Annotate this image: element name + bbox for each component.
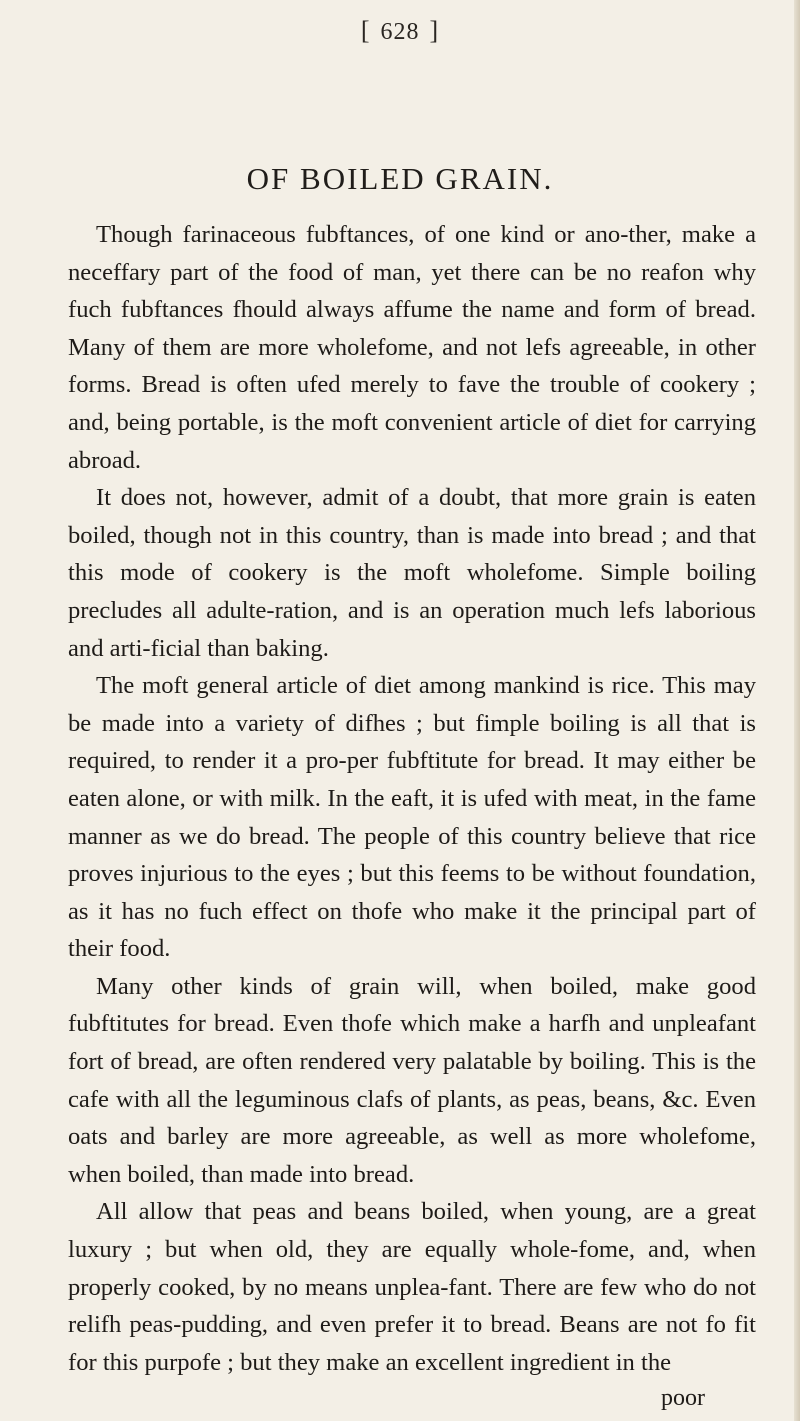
right-bracket: ] (429, 16, 440, 45)
catchword: poor (661, 1385, 705, 1411)
page-number-header (0, 16, 800, 46)
body-text (68, 216, 756, 1381)
paragraph: It does not, however, admit of a doubt, that more grain is eaten boiled, though not in this country, than is made into bread ; and that this mode of cookery is the moft wholefome. Simple boiling precludes all adulte-ration, and is an operation much lefs laborious and arti-ficial than baking. (68, 484, 756, 662)
paragraph: All allow that peas and beans boiled, when young, are a great luxury ; but when old, they are equally whole-fome, and, when properly cooked, by no means unplea-fant. There are few who do not relifh peas-pudding, and even prefer it to bread. Beans are not fo fit for this purpofe ; but they make an excellent ingredient in the (68, 1198, 756, 1376)
left-bracket: [ (360, 16, 371, 45)
paragraph: Though farinaceous fubftances, of one kind or ano-ther, make a neceffary part of the food of man, yet there can be no reafon why fuch fubftances fhould always affume the name and form of bread. Many of them are more wholefome, and not lefs agreeable, in other forms. Bread is often ufed merely to fave the trouble of cookery ; and, being portable, is the moft convenient article of diet for carrying abroad. (68, 221, 756, 474)
paragraph: The moft general article of diet among mankind is rice. This may be made into a variety of difhes ; but fimple boiling is all that is required, to render it a pro-per fubftitute for bread. It may either be eaten alone, or with milk. In the eaft, it is ufed with meat, in the fame manner as we do bread. The people of this country believe that rice proves injurious to the eyes ; but this feems to be without foundation, as it has no fuch effect on thofe who make it the principal part of their food. (68, 672, 756, 963)
paragraph: Many other kinds of grain will, when boiled, make good fubftitutes for bread. Even thofe which make a harfh and unpleafant fort of bread, are often rendered very palatable by boiling. This is the cafe with all the leguminous clafs of plants, as peas, beans, &c. Even oats and barley are more agreeable, as well as more wholefome, when boiled, than made into bread. (68, 972, 756, 1188)
page-number: 628 (380, 19, 420, 45)
section-title: OF BOILED GRAIN. (246, 161, 554, 196)
page-edge (794, 0, 800, 1421)
